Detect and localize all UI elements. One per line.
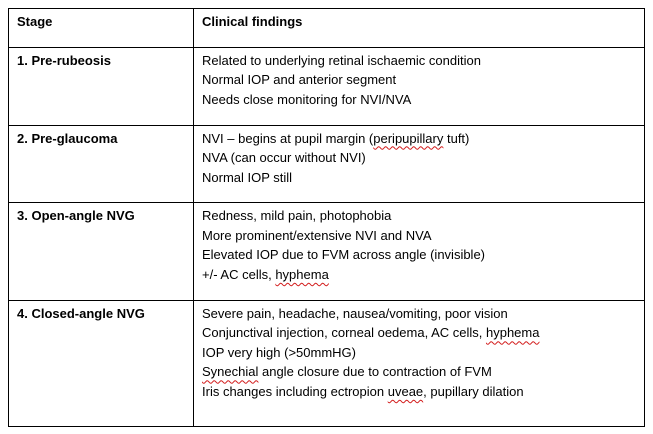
stage-label: 3. Open-angle NVG <box>17 208 135 224</box>
spellcheck-flagged-word: uveae <box>387 383 424 399</box>
finding-text: tuft) <box>443 130 470 146</box>
finding-line <box>202 129 636 149</box>
finding-line: NVA (can occur without NVI) <box>202 150 366 166</box>
findings-cell <box>194 203 645 301</box>
spellcheck-flagged-word: Synechial <box>202 364 259 380</box>
finding-line: Normal IOP and anterior segment <box>202 72 397 88</box>
stage-cell <box>9 300 194 426</box>
table-row <box>9 203 645 301</box>
finding-text: +/- AC cells, <box>202 266 276 282</box>
stage-label: 1. Pre-rubeosis <box>17 52 111 68</box>
spellcheck-flagged-word: hyphema <box>275 266 329 282</box>
finding-line: Needs close monitoring for NVI/NVA <box>202 91 412 107</box>
finding-line <box>202 382 636 402</box>
header-row <box>9 9 645 48</box>
table-row <box>9 300 645 426</box>
spellcheck-flagged-word: hyphema <box>485 325 540 341</box>
table-row <box>9 125 645 203</box>
finding-line <box>202 265 636 285</box>
stage-label: 2. Pre-glaucoma <box>17 130 118 146</box>
stage-cell <box>9 125 194 203</box>
finding-text: Iris changes including ectropion <box>202 383 388 399</box>
finding-line: Severe pain, headache, nausea/vomiting, poor vision <box>202 305 508 321</box>
finding-text: NVI – begins at pupil margin ( <box>202 130 374 146</box>
header-stage: Stage <box>17 14 53 29</box>
findings-cell <box>194 125 645 203</box>
finding-line <box>202 362 636 382</box>
finding-text: Conjunctival injection, corneal oedema, AC cells, <box>202 325 486 341</box>
finding-line: IOP very high (>50mmHG) <box>202 344 357 360</box>
findings-cell <box>194 47 645 125</box>
finding-line: More prominent/extensive NVI and NVA <box>202 227 432 243</box>
findings-cell <box>194 300 645 426</box>
stage-cell <box>9 47 194 125</box>
header-cell-findings <box>194 9 645 48</box>
header-findings: Clinical findings <box>202 14 303 29</box>
finding-line: Normal IOP still <box>202 169 293 185</box>
table-row <box>9 47 645 125</box>
finding-line <box>202 323 636 343</box>
stage-cell <box>9 203 194 301</box>
spellcheck-flagged-word: peripupillary <box>373 130 444 146</box>
stage-label: 4. Closed-angle NVG <box>17 305 145 321</box>
finding-text: angle closure due to contraction of FVM <box>258 364 492 380</box>
finding-line: Elevated IOP due to FVM across angle (invisible) <box>202 247 486 263</box>
glaucoma-stages-table <box>8 8 645 427</box>
finding-line: Redness, mild pain, photophobia <box>202 208 392 224</box>
header-cell-stage <box>9 9 194 48</box>
finding-text: , pupillary dilation <box>423 383 524 399</box>
finding-line: Related to underlying retinal ischaemic condition <box>202 52 481 68</box>
